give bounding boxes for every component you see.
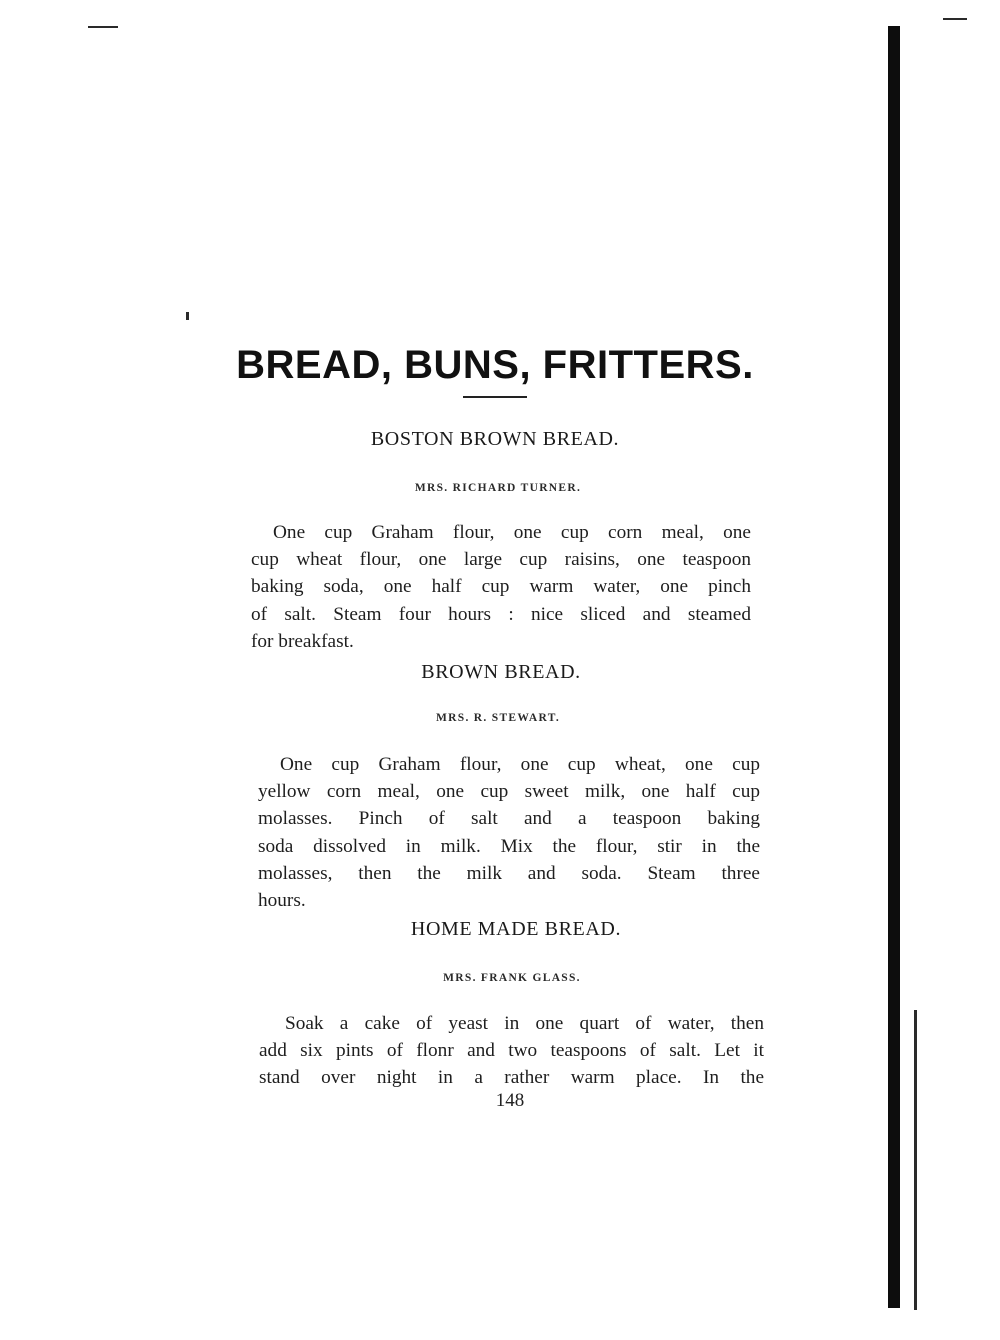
recipe-line: stand over night in a rather warm place. In the — [259, 1067, 764, 1089]
scan-speck — [943, 18, 967, 20]
recipe-title: HOME MADE BREAD. — [410, 918, 622, 940]
recipe-title: BOSTON BROWN BREAD. — [370, 428, 620, 450]
recipe-line: baking soda, one half cup warm water, one pinch — [251, 576, 751, 598]
heading-divider — [463, 396, 527, 398]
recipe-line: Soak a cake of yeast in one quart of water, then — [285, 1013, 764, 1034]
section-heading: BREAD, BUNS, FRITTERS. — [236, 342, 754, 387]
recipe-line: for breakfast. — [251, 630, 354, 652]
recipe-line: soda dissolved in milk. Mix the flour, stir in the — [258, 835, 760, 857]
recipe-instructions — [258, 751, 760, 914]
recipe-instructions — [251, 519, 751, 655]
recipe-line: hours. — [258, 890, 306, 912]
recipe-author: MRS. FRANK GLASS. — [443, 972, 581, 984]
recipe-line: One cup Graham flour, one cup wheat, one cup — [280, 754, 760, 775]
recipe-line: One cup Graham flour, one cup corn meal, one — [273, 522, 751, 543]
binding-shadow-gap — [906, 890, 912, 1010]
recipe-line: cup wheat flour, one large cup raisins, one teaspoon — [251, 549, 751, 571]
recipe-line: of salt. Steam four hours : nice sliced and steamed — [251, 603, 751, 625]
page-number: 148 — [495, 1090, 525, 1111]
recipe-title: BROWN BREAD. — [421, 661, 581, 683]
scan-speck — [914, 1010, 917, 1310]
recipe-line: molasses. Pinch of salt and a teaspoon baking — [258, 808, 760, 830]
recipe-line: yellow corn meal, one cup sweet milk, one half cup — [258, 781, 760, 803]
recipe-author: MRS. RICHARD TURNER. — [414, 482, 582, 494]
recipe-line: add six pints of flonr and two teaspoons of salt. Let it — [259, 1040, 764, 1062]
recipe-instructions — [259, 1010, 764, 1092]
scan-speck — [88, 26, 118, 28]
scan-speck — [186, 312, 189, 320]
recipe-line: molasses, then the milk and soda. Steam three — [258, 862, 760, 884]
recipe-author: MRS. R. STEWART. — [435, 712, 561, 724]
